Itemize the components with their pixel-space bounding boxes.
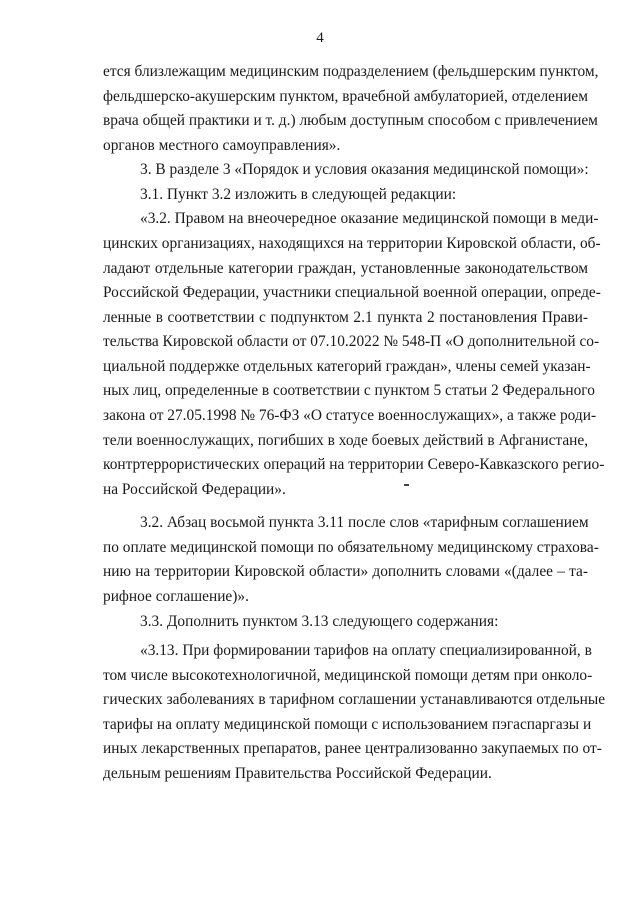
text-line: рифное соглашение)». — [103, 588, 249, 605]
text-line: гических заболеваниях в тарифном соглашении устанавливаются отдельные — [103, 691, 606, 708]
point-3-1: 3.1. Пункт 3.2 изложить в следующей редакции: — [140, 186, 457, 203]
text-line: циальной поддержке отдельных категорий граждан», члены семей указан- — [103, 358, 591, 375]
text-line: Российской Федерации, участники специальной военной операции, опреде- — [103, 284, 601, 301]
text-line: ладают отдельные категории граждан, установленные законодательством — [103, 260, 588, 277]
text-line: цинских организациях, находящихся на территории Кировской области, об- — [103, 235, 601, 252]
text-line: иных лекарственных препаратов, ранее централизованно закупаемых по от- — [103, 740, 602, 757]
text-line: на Российской Федерации». — [103, 481, 286, 498]
text-line: дельным решениям Правительства Российской Федерации. — [103, 765, 492, 782]
page-number: 4 — [316, 30, 324, 46]
text-line: ется близлежащим медицинским подразделением (фельдшерским пунктом, — [103, 63, 599, 80]
scan-mark — [404, 484, 409, 486]
text-line: ных лиц, определенные в соответствии с пунктом 5 статьи 2 Федерального — [103, 382, 595, 399]
text-line: контртеррористических операций на территории Северо-Кавказского регио- — [103, 456, 605, 473]
text-line: том числе высокотехнологичной, медицинской помощи детям при онколо- — [103, 667, 593, 684]
point-3-3: 3.3. Дополнить пунктом 3.13 следующего содержания: — [140, 613, 499, 630]
text-line: фельдшерско-акушерским пунктом, врачебной амбулаторией, отделением — [103, 88, 588, 105]
text-line: по оплате медицинской помощи по обязательному медицинскому страхова- — [103, 539, 599, 556]
text-line: тельства Кировской области от 07.10.2022 № 548-П «О дополнительной со- — [103, 333, 600, 350]
text-line: «3.2. Правом на внеочередное оказание медицинской помощи в меди- — [140, 210, 599, 227]
text-line: ленные в соответствии с подпунктом 2.1 пункта 2 постановления Прави- — [103, 309, 588, 326]
text-line: тарифы на оплату медицинской помощи с использованием пэгаспаргазы и — [103, 716, 592, 733]
text-line: органов местного самоуправления». — [103, 137, 341, 154]
section-3-heading: 3. В разделе 3 «Порядок и условия оказания медицинской помощи»: — [140, 161, 589, 178]
text-line: врача общей практики и т. д.) любым доступным способом с привлечением — [103, 112, 598, 129]
text-line: тели военнослужащих, погибших в ходе боевых действий в Афганистане, — [103, 432, 589, 449]
text-line: 3.2. Абзац восьмой пункта 3.11 после слов «тарифным соглашением — [140, 514, 589, 531]
text-line: закона от 27.05.1998 № 76-ФЗ «О статусе военнослужащих», а также роди- — [103, 407, 597, 424]
text-line: «3.13. При формировании тарифов на оплату специализированной, в — [140, 642, 592, 659]
text-line: нию на территории Кировской области» дополнить словами «(далее – та- — [103, 563, 588, 580]
